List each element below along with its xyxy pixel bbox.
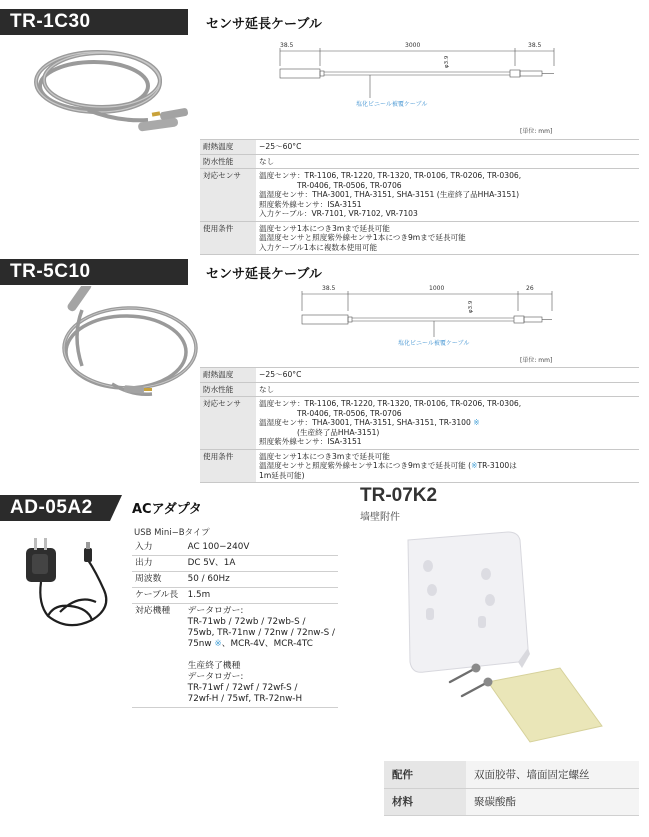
wall-mount-photo bbox=[390, 528, 620, 758]
spec-line: 75nw ※、MCR-4V、MCR-4TC bbox=[187, 639, 313, 649]
spec-row bbox=[200, 221, 639, 255]
parts-row bbox=[384, 788, 639, 815]
dim-left: 38.5 bbox=[322, 285, 336, 292]
spec-row bbox=[200, 368, 639, 383]
spec-row bbox=[132, 604, 338, 708]
cable-material-label: 塩化ビニール被覆ケーブル bbox=[398, 340, 470, 347]
spec-key: ケーブル長 bbox=[132, 588, 185, 604]
model-header-ad-05a2 bbox=[0, 495, 110, 521]
spec-line: 温湿度センサ：THA-3001, THA-3151, SHA-3151, TR-3100 ※ bbox=[259, 418, 480, 427]
dim-right: 38.5 bbox=[528, 42, 542, 49]
spec-key: 周波数 bbox=[132, 572, 185, 588]
diameter-label: φ3.9 bbox=[468, 300, 474, 313]
spec-row bbox=[132, 540, 338, 556]
spec-row bbox=[132, 588, 338, 604]
spec-line: −25〜60°C bbox=[259, 142, 302, 151]
spec-value bbox=[256, 169, 639, 222]
spec-line: 照度紫外線センサ：ISA-3151 bbox=[259, 199, 362, 209]
spec-key: 出力 bbox=[132, 556, 185, 572]
spec-value bbox=[256, 221, 639, 255]
dim-left: 38.5 bbox=[280, 42, 294, 49]
spec-row bbox=[200, 449, 639, 483]
spec-line: TR-0406, TR-0506, TR-0706 bbox=[259, 408, 402, 418]
spec-line: 1.5m bbox=[187, 590, 211, 600]
unit-label: [単位: mm] bbox=[520, 357, 553, 364]
spec-line: なし bbox=[259, 384, 275, 394]
spec-value bbox=[185, 588, 338, 604]
spec-row bbox=[200, 382, 639, 397]
spec-line bbox=[188, 650, 335, 661]
spec-value bbox=[185, 556, 338, 572]
spec-line: TR-0406, TR-0506, TR-0706 bbox=[259, 180, 402, 190]
spec-value bbox=[256, 140, 639, 155]
parts-table bbox=[384, 761, 639, 816]
spec-line: −25〜60°C bbox=[259, 370, 302, 379]
spec-line: データロガー: bbox=[187, 672, 244, 682]
spec-key: 対応センサ bbox=[200, 397, 256, 450]
parts-key: 材料 bbox=[384, 788, 466, 815]
spec-key: 対応センサ bbox=[200, 169, 256, 222]
spec-row bbox=[200, 397, 639, 450]
model-header-tr-5c10 bbox=[0, 259, 188, 285]
spec-key: 使用条件 bbox=[200, 449, 256, 483]
parts-value: 双面胶带、墙面固定螺丝 bbox=[466, 761, 639, 788]
spec-row bbox=[200, 140, 639, 155]
spec-line: 温度センサ：TR-1106, TR-1220, TR-1320, TR-0106, TR-0206, TR-0306, bbox=[259, 171, 522, 180]
section-title: ACアダプタ bbox=[132, 502, 202, 517]
product-subtitle: 墙壁附件 bbox=[360, 512, 400, 523]
model-name: TR-5C10 bbox=[10, 261, 91, 282]
spec-line: 照度紫外線センサ：ISA-3151 bbox=[259, 437, 362, 446]
spec-line: 75wb, TR-71nw / 72nw / 72nw-S / bbox=[187, 628, 335, 638]
parts-row bbox=[384, 761, 639, 788]
unit-label: [単位: mm] bbox=[520, 128, 553, 135]
spec-value bbox=[256, 449, 639, 483]
model-name: AD-05A2 bbox=[10, 497, 93, 518]
spec-key: 耐熱温度 bbox=[200, 140, 256, 155]
spec-line: AC 100−240V bbox=[187, 542, 250, 552]
spec-line: 温度センサ1本につき3mまで延長可能 bbox=[259, 451, 390, 461]
cable-diagram-tr-5c10 bbox=[294, 285, 564, 355]
spec-line: TR-71wb / 72wb / 72wb-S / bbox=[187, 617, 306, 627]
spec-row bbox=[200, 154, 639, 169]
spec-key: 使用条件 bbox=[200, 221, 256, 255]
dim-middle: 1000 bbox=[429, 285, 445, 292]
spec-key: 耐熱温度 bbox=[200, 368, 256, 383]
spec-line: (生産終了品HHA-3151) bbox=[259, 427, 380, 437]
spec-table-tr-5c10 bbox=[200, 367, 639, 483]
spec-line: 温度センサ：TR-1106, TR-1220, TR-1320, TR-0106, TR-0206, TR-0306, bbox=[259, 399, 522, 408]
cable-diagram-tr-1c30 bbox=[270, 38, 560, 118]
spec-table-tr-1c30 bbox=[200, 139, 639, 255]
cable-material-label: 塩化ビニール被覆ケーブル bbox=[356, 101, 428, 108]
model-header-tr-1c30 bbox=[0, 9, 188, 35]
adapter-type-label: USB Mini−Bタイプ bbox=[134, 528, 210, 538]
spec-value bbox=[256, 382, 639, 397]
cable-photo-tr-1c30 bbox=[28, 40, 188, 140]
parts-key: 配件 bbox=[384, 761, 466, 788]
header-tail bbox=[110, 495, 122, 521]
spec-key: 防水性能 bbox=[200, 154, 256, 169]
spec-value bbox=[185, 572, 338, 588]
spec-line: TR-71wf / 72wf / 72wf-S / bbox=[187, 683, 298, 693]
dim-middle: 3000 bbox=[405, 42, 421, 49]
spec-line: DC 5V、1A bbox=[187, 558, 236, 568]
spec-line: 生産終了機種 bbox=[187, 661, 241, 671]
spec-row bbox=[132, 572, 338, 588]
spec-line: 1m延長可能) bbox=[259, 470, 305, 480]
section-title: センサ延長ケーブル bbox=[206, 17, 322, 32]
spec-line: データロガー: bbox=[187, 606, 244, 616]
spec-row bbox=[200, 169, 639, 222]
spec-row bbox=[132, 556, 338, 572]
spec-value bbox=[185, 604, 338, 708]
adapter-photo bbox=[8, 524, 126, 634]
spec-line: 72wf-H / 75wf, TR-72nw-H bbox=[187, 694, 303, 704]
spec-value bbox=[256, 368, 639, 383]
spec-line: 温湿度センサと照度紫外線センサ1本につき9mまで延長可能 (※TR-3100は bbox=[259, 461, 517, 470]
parts-value: 聚碳酸酯 bbox=[466, 788, 639, 815]
spec-key: 入力 bbox=[132, 540, 185, 556]
cable-photo-tr-5c10 bbox=[42, 286, 202, 406]
spec-value bbox=[185, 540, 338, 556]
spec-value bbox=[256, 154, 639, 169]
dim-right: 26 bbox=[526, 285, 534, 292]
spec-value bbox=[256, 397, 639, 450]
adapter-spec-table bbox=[132, 540, 338, 708]
spec-key: 対応機種 bbox=[132, 604, 185, 708]
spec-line: なし bbox=[259, 156, 275, 166]
spec-key: 防水性能 bbox=[200, 382, 256, 397]
spec-line: 温度センサ1本につき3mまで延長可能 bbox=[259, 223, 390, 233]
spec-line: 入力ケーブル：VR-7101, VR-7102, VR-7103 bbox=[259, 209, 418, 218]
section-title: センサ延長ケーブル bbox=[206, 267, 322, 282]
model-name: TR-1C30 bbox=[10, 11, 91, 32]
spec-line: 温湿度センサ：THA-3001, THA-3151, SHA-3151 (生産終了品HHA-3151) bbox=[259, 190, 520, 199]
spec-line: 入力ケーブル1本に複数本使用可能 bbox=[259, 242, 378, 252]
spec-line: 温湿度センサと照度紫外線センサ1本につき9mまで延長可能 bbox=[259, 233, 466, 242]
model-title-tr-07k2: TR-07K2 bbox=[360, 485, 438, 506]
spec-line: 50 / 60Hz bbox=[187, 574, 230, 584]
diameter-label: φ3.9 bbox=[444, 55, 450, 68]
